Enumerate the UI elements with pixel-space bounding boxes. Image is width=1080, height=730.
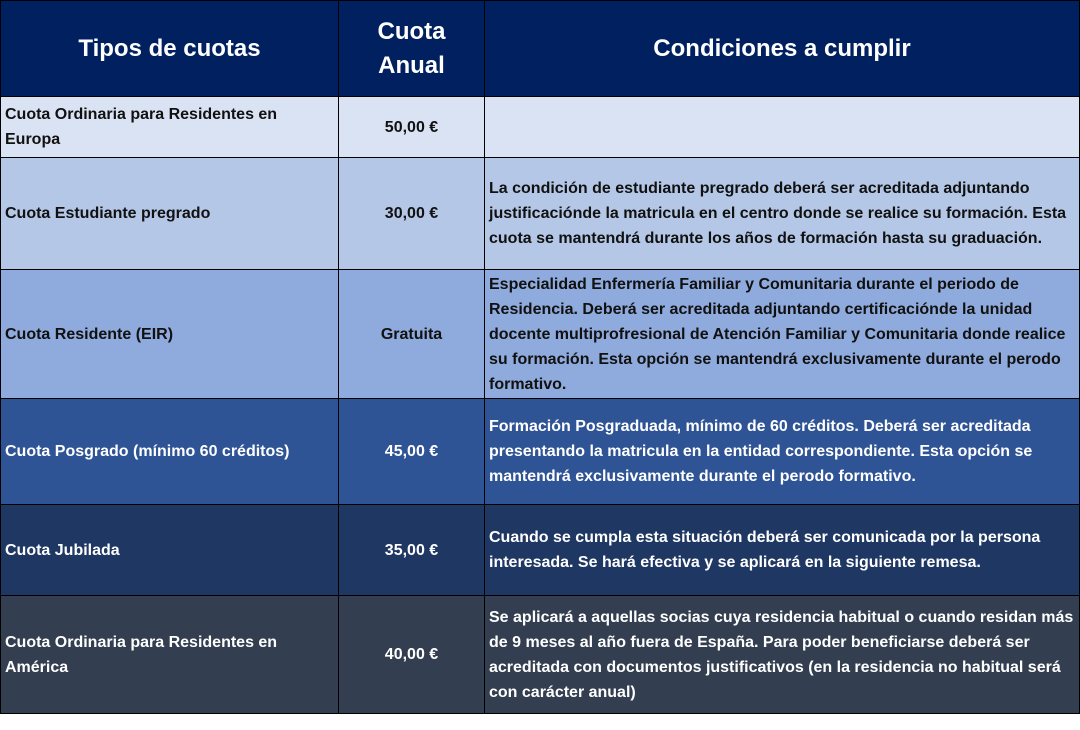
conditions-cell: Formación Posgraduada, mínimo de 60 créditos. Deberá ser acreditada presentando la matricula en la entidad correspondiente. Esta opción se mantendrá exclusivamente durante el perodo formativo. — [485, 399, 1080, 505]
fee-type-cell: Cuota Posgrado (mínimo 60 créditos) — [1, 399, 339, 505]
conditions-cell: Cuando se cumpla esta situación deberá ser comunicada por la persona interesada. Se hará efectiva y se aplicará en la siguiente remesa. — [485, 505, 1080, 596]
fee-amount-cell: 35,00 € — [339, 505, 485, 596]
table-header-row — [1, 1, 1080, 97]
header-conditions: Condiciones a cumplir — [485, 1, 1080, 97]
fee-amount-cell: 40,00 € — [339, 596, 485, 714]
header-annual-fee-line2: Anual — [378, 51, 445, 79]
conditions-cell — [485, 97, 1080, 158]
table-row — [1, 399, 1080, 505]
fee-type-cell: Cuota Ordinaria para Residentes en América — [1, 596, 339, 714]
fee-type-cell: Cuota Residente (EIR) — [1, 270, 339, 399]
fee-amount-cell: 45,00 € — [339, 399, 485, 505]
fee-amount-cell: 50,00 € — [339, 97, 485, 158]
conditions-cell: Especialidad Enfermería Familiar y Comunitaria durante el periodo de Residencia. Deberá ser acreditada adjuntando certificaciónde la unidad docente multiprofresional de Atención Familiar y Comunitaria donde realice su formación. Esta opción se mantendrá exclusivamente durante el perodo formativo. — [485, 270, 1080, 399]
header-annual-fee-line1: Cuota — [377, 17, 446, 45]
table-row — [1, 270, 1080, 399]
fee-amount-cell: Gratuita — [339, 270, 485, 399]
fee-type-cell: Cuota Jubilada — [1, 505, 339, 596]
header-annual-fee — [339, 1, 485, 97]
fee-amount-cell: 30,00 € — [339, 158, 485, 270]
table-row — [1, 97, 1080, 158]
table-row — [1, 596, 1080, 714]
fee-type-cell: Cuota Estudiante pregrado — [1, 158, 339, 270]
fee-type-cell: Cuota Ordinaria para Residentes en Europa — [1, 97, 339, 158]
conditions-cell: La condición de estudiante pregrado deberá ser acreditada adjuntando justificaciónde la matricula en el centro donde se realice su formación. Esta cuota se mantendrá durante los años de formación hasta su graduación. — [485, 158, 1080, 270]
table-row — [1, 505, 1080, 596]
table-row — [1, 158, 1080, 270]
conditions-cell: Se aplicará a aquellas socias cuya residencia habitual o cuando residan más de 9 meses al año fuera de España. Para poder beneficiarse deberá ser acreditada con documentos justificativos (en la residencia no habitual será con carácter anual) — [485, 596, 1080, 714]
header-fee-types: Tipos de cuotas — [1, 1, 339, 97]
